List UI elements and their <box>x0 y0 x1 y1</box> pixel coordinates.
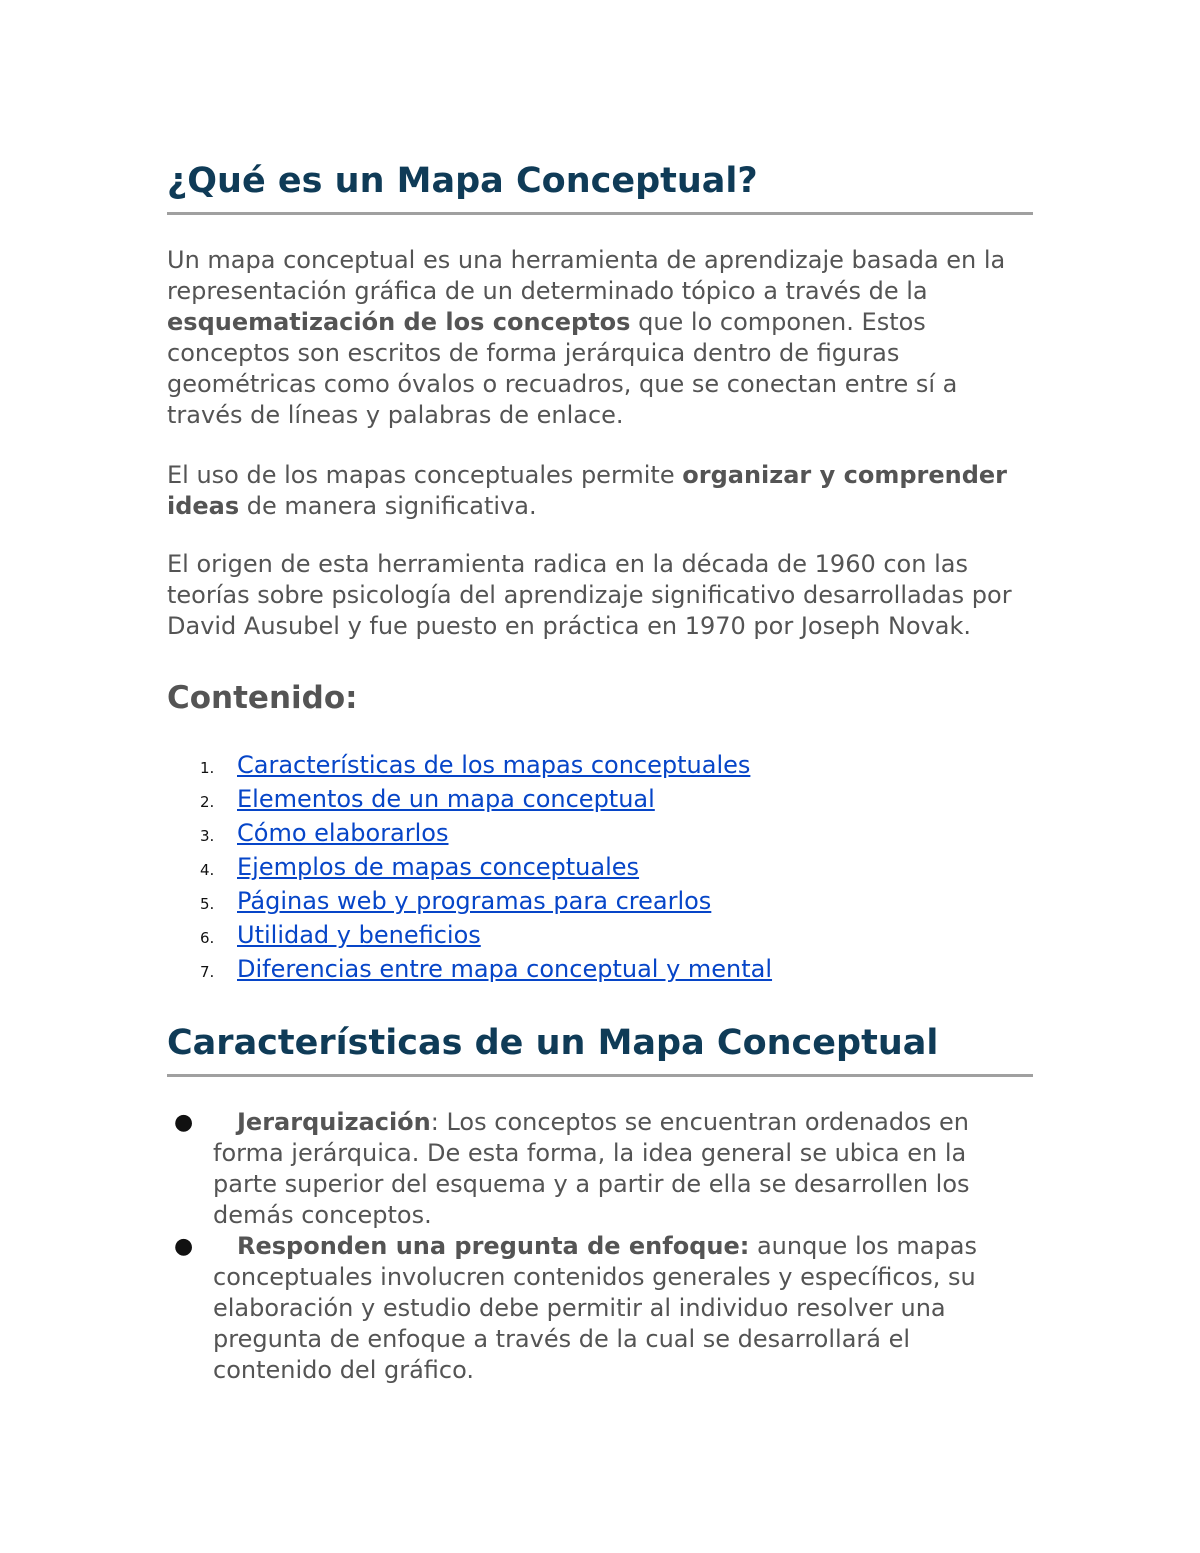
toc-item <box>167 920 1033 954</box>
usage-text-b: de manera significativa. <box>239 492 537 520</box>
intro-text-bold: esquematización de los conceptos <box>167 308 631 336</box>
bullet-term: Jerarquización <box>237 1108 431 1137</box>
toc-link-diferencias[interactable]: Diferencias entre mapa conceptual y mental <box>237 955 773 984</box>
toc-link-utilidad[interactable]: Utilidad y beneficios <box>237 921 481 950</box>
toc-number: 7. <box>200 963 215 982</box>
toc-item <box>167 886 1033 920</box>
usage-text-a: El uso de los mapas conceptuales permite <box>167 461 683 489</box>
origin-paragraph: El origen de esta herramienta radica en la década de 1960 con las teorías sobre psicología del aprendizaje significativo desarrolladas por David Ausubel y fue puesto en práctica en 1970 por Joseph Novak. <box>167 550 1012 640</box>
contents-heading: Contenido: <box>167 680 358 716</box>
toc-number: 5. <box>200 895 215 914</box>
toc-number: 1. <box>200 759 215 778</box>
bullet-text: aunque los mapas conceptuales involucren contenidos generales y específicos, su elaboración y estudio debe permitir al individuo resolver una pregunta de enfoque a través de la cual se desarrollará el contenido del gráfico. <box>213 1232 977 1385</box>
section-title-characteristics: Características de un Mapa Conceptual <box>167 1022 1033 1077</box>
intro-paragraph <box>167 245 1033 431</box>
intro-text-a: Un mapa conceptual es una herramienta de aprendizaje basada en la representación gráfica de un determinado tópico a través de la <box>167 246 1006 305</box>
toc-number: 2. <box>200 793 215 812</box>
toc-number: 3. <box>200 827 215 846</box>
toc-number: 4. <box>200 861 215 880</box>
toc-item <box>167 784 1033 818</box>
toc-item <box>167 750 1033 784</box>
toc-item <box>167 852 1033 886</box>
toc-link-como-elaborarlos[interactable]: Cómo elaborarlos <box>237 819 449 848</box>
bullet-icon: ● <box>174 1110 194 1136</box>
list-item <box>167 1231 1033 1386</box>
list-item <box>167 1107 1033 1231</box>
intro-text-b: que lo componen. Estos conceptos son escritos de forma jerárquica dentro de figuras geométricas como óvalos o recuadros, que se conectan entre sí a través de líneas y palabras de enlace. <box>167 308 958 429</box>
bullet-text: : Los conceptos se encuentran ordenados en forma jerárquica. De esta forma, la idea general se ubica en la parte superior del esquema y a partir de ella se desarrollen los demás conceptos. <box>213 1108 970 1230</box>
usage-text-bold: organizar y comprender ideas <box>167 461 1008 520</box>
toc-link-paginas-web[interactable]: Páginas web y programas para crearlos <box>237 887 712 916</box>
toc-item <box>167 818 1033 852</box>
section-title-what-is: ¿Qué es un Mapa Conceptual? <box>167 160 1033 215</box>
bullet-icon: ● <box>174 1234 194 1260</box>
toc-number: 6. <box>200 929 215 948</box>
usage-paragraph <box>167 460 1033 522</box>
bullet-term: Responden una pregunta de enfoque: <box>237 1232 750 1261</box>
document-page <box>167 160 1033 1386</box>
table-of-contents <box>167 750 1033 988</box>
characteristics-list <box>167 1107 1033 1386</box>
toc-link-elementos[interactable]: Elementos de un mapa conceptual <box>237 785 655 814</box>
toc-item <box>167 954 1033 988</box>
toc-link-caracteristicas[interactable]: Características de los mapas conceptuales <box>237 751 751 780</box>
toc-link-ejemplos[interactable]: Ejemplos de mapas conceptuales <box>237 853 640 882</box>
